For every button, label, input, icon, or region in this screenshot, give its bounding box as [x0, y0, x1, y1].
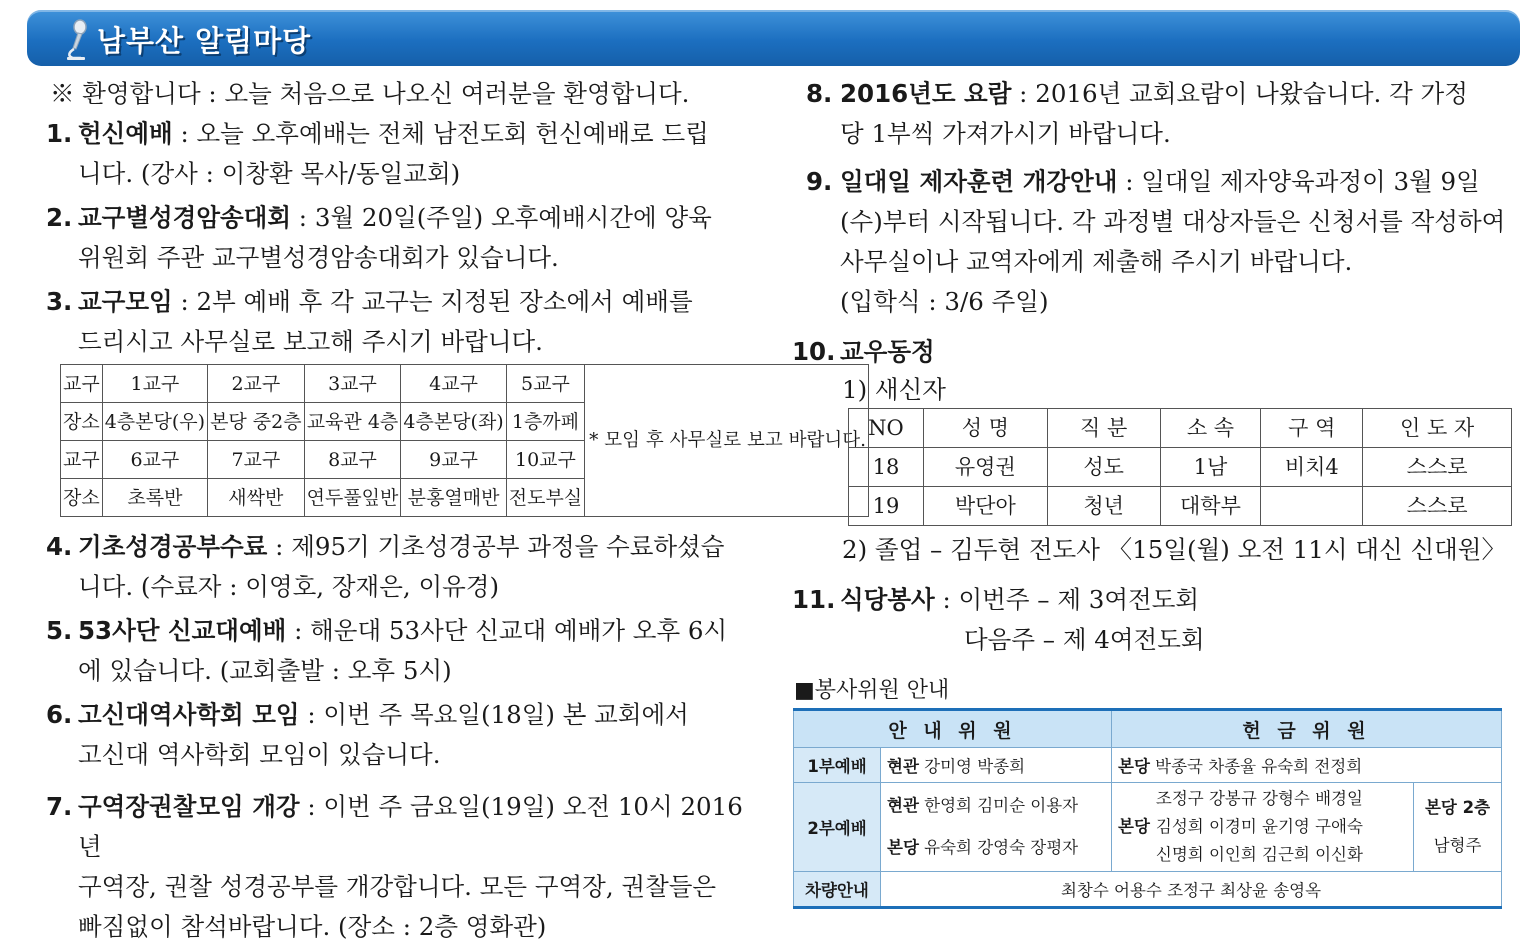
table-cell: 1남 — [1160, 448, 1261, 487]
table-cell: 대학부 — [1160, 487, 1261, 526]
item-text: 다음주 – 제 4여전도회 — [964, 625, 1205, 654]
notice-item-4: 4. 기초성경공부수료 : 제95기 기초성경공부 과정을 수료하셨습 니다. (수료자 : 이영호, 장재은, 이유경) — [46, 527, 766, 607]
column-header: 소 속 — [1160, 409, 1261, 448]
place-label: 현관 — [887, 757, 919, 776]
table-cell — [881, 783, 1112, 872]
table-cell: 비치4 — [1261, 448, 1363, 487]
service-label: 1부예배 — [794, 748, 881, 783]
table-cell: 18 — [849, 448, 924, 487]
table-cell: 19 — [849, 487, 924, 526]
notice-item-6: 6. 고신대역사학회 모임 : 이번 주 목요일(18일) 본 교회에서 고신대 역사학회 모임이 있습니다. — [46, 695, 766, 775]
item-text: 니다. (수료자 : 이영호, 장재은, 이유경) — [78, 572, 500, 601]
notice-item-2: 2. 교구별성경암송대회 : 3월 20일(주일) 오후예배시간에 양육 위원회 주관 교구별성경암송대회가 있습니다. — [46, 198, 766, 278]
service-label: 2부예배 — [794, 783, 881, 872]
table-header-row — [794, 710, 1502, 748]
names: 강미영 박종희 — [924, 757, 1026, 776]
table-cell: 8교구 — [304, 441, 401, 479]
column-header: 성 명 — [923, 409, 1047, 448]
table-cell: 청년 — [1047, 487, 1160, 526]
notice-item-10 — [792, 332, 1512, 372]
welcome-notice: ※ 환영합니다 : 오늘 처음으로 나오신 여러분을 환영합니다. — [50, 79, 690, 108]
table-cell: 장소 — [61, 479, 103, 517]
table-cell — [1261, 487, 1363, 526]
table-cell: 5교구 — [506, 365, 584, 403]
item-text: 2016년 교회요람이 나왔습니다. 각 가정 — [1035, 79, 1468, 108]
notice-item-5: 5. 53사단 신교대예배 : 해운대 53사단 신교대 예배가 오후 6시 에 있습니다. (교회출발 : 오후 5시) — [46, 611, 766, 691]
place-label: 본당 2층 — [1424, 798, 1491, 817]
column-header: 직 분 — [1047, 409, 1160, 448]
item-number: 7. — [46, 792, 73, 821]
item-heading: 2016년도 요람 — [840, 79, 1012, 108]
item-heading: 고신대역사학회 모임 — [78, 700, 300, 729]
item-text: 당 1부씩 가져가시기 바랍니다. — [840, 119, 1171, 148]
item-text: 드리시고 사무실로 보고해 주시기 바랍니다. — [78, 327, 543, 356]
table-cell: 6교구 — [102, 441, 207, 479]
table-cell: 9교구 — [401, 441, 506, 479]
item-text: (수)부터 시작됩니다. 각 과정별 대상자들은 신청서를 작성하여 — [840, 207, 1506, 236]
table-cell: 4층본당(우) — [102, 403, 207, 441]
item-heading: 기초성경공부수료 — [78, 532, 268, 561]
notice-item-11: 11. 식당봉사 : 이번주 – 제 3여전도회 다음주 – 제 4여전도회 — [792, 580, 1512, 660]
item-number: 1. — [46, 119, 73, 148]
table-cell: 1교구 — [102, 365, 207, 403]
table-cell — [881, 748, 1112, 783]
group-table-note: * 모임 후 사무실로 보고 바랍니다. — [585, 365, 869, 517]
table-row — [61, 365, 869, 403]
item-text: 오늘 오후예배는 전체 남전도회 헌신예배로 드립 — [196, 119, 709, 148]
names: 신명희 이인희 김근희 이신화 — [1155, 845, 1363, 864]
item-text: 위원회 주관 교구별성경암송대회가 있습니다. — [78, 243, 559, 272]
item-number: 4. — [46, 532, 73, 561]
table-cell: 분홍열매반 — [401, 479, 506, 517]
column-header: 안 내 위 원 — [794, 710, 1112, 748]
table-row — [794, 783, 1502, 872]
table-header-row — [849, 409, 1512, 448]
service-label: 차량안내 — [794, 872, 881, 908]
right-column — [792, 74, 1512, 660]
table-cell — [1112, 748, 1502, 783]
place-label: 현관 — [887, 796, 919, 815]
page-title: 남부산 알림마당 — [97, 24, 312, 58]
table-cell: 4교구 — [401, 365, 506, 403]
names: 남형주 — [1433, 836, 1482, 855]
item-number: 9. — [806, 167, 833, 196]
table-cell: 최창수 어용수 조정구 최상윤 송영옥 — [881, 872, 1502, 908]
table-cell: 7교구 — [208, 441, 305, 479]
item-text: 일대일 제자양육과정이 3월 9일 — [1141, 167, 1480, 196]
item-number: 5. — [46, 616, 73, 645]
item-heading: 식당봉사 — [840, 585, 935, 614]
names: 조정구 강봉규 강형수 배경일 — [1155, 789, 1363, 808]
table-cell: 교육관 4층 — [304, 403, 401, 441]
new-members-table — [848, 408, 1512, 526]
item-text: 에 있습니다. (교회출발 : 오후 5시) — [78, 656, 452, 685]
place-label: 본당 — [887, 838, 919, 857]
item-number: 10. — [792, 337, 836, 366]
table-cell: 박단아 — [923, 487, 1047, 526]
item-heading: 교우동정 — [840, 337, 935, 366]
item-heading: 일대일 제자훈련 개강안내 — [840, 167, 1118, 196]
table-cell — [1414, 783, 1502, 872]
table-cell: 초록반 — [102, 479, 207, 517]
table-cell: 4층본당(좌) — [401, 403, 506, 441]
item-text: 빠짐없이 참석바랍니다. (장소 : 2층 영화관) — [78, 912, 547, 941]
notice-item-3: 3. 교구모임 : 2부 예배 후 각 교구는 지정된 장소에서 예배를 드리시고 사무실로 보고해 주시기 바랍니다. — [46, 282, 766, 362]
table-cell: 1층까페 — [506, 403, 584, 441]
group-meeting-table — [60, 364, 869, 517]
names: 한영희 김미순 이용자 — [924, 796, 1079, 815]
column-header: 인 도 자 — [1363, 409, 1512, 448]
graduation-notice: 2) 졸업 – 김두현 전도사 〈15일(월) 오전 11시 대신 신대원〉 — [842, 535, 1506, 564]
table-cell: 교구 — [61, 365, 103, 403]
names: 유숙희 강영숙 장평자 — [924, 838, 1079, 857]
place-label: 본당 — [1118, 757, 1150, 776]
item-heading: 교구별성경암송대회 — [78, 203, 292, 232]
item-text: 사무실이나 교역자에게 제출해 주시기 바랍니다. — [840, 247, 1353, 276]
place-label: 본당 — [1118, 817, 1150, 836]
notice-item-8: 8. 2016년도 요람 : 2016년 교회요람이 나왔습니다. 각 가정 당 1부씩 가져가시기 바랍니다. — [806, 74, 1512, 154]
table-cell: 스스로 — [1363, 448, 1512, 487]
table-row — [794, 748, 1502, 783]
new-members-label: 1) 새신자 — [842, 375, 946, 404]
item-heading: 교구모임 — [78, 287, 173, 316]
table-cell: 유영권 — [923, 448, 1047, 487]
item-text: 니다. (강사 : 이창환 목사/동일교회) — [78, 159, 461, 188]
item-text: 3월 20일(주일) 오후예배시간에 양육 — [314, 203, 712, 232]
table-cell: 성도 — [1047, 448, 1160, 487]
table-cell: 연두풀잎반 — [304, 479, 401, 517]
table-cell: 교구 — [61, 441, 103, 479]
item-text: 제95기 기초성경공부 과정을 수료하셨습 — [291, 532, 725, 561]
table-cell: 전도부실 — [506, 479, 584, 517]
item-text: 2부 예배 후 각 교구는 지정된 장소에서 예배를 — [196, 287, 693, 316]
microphone-icon — [61, 18, 93, 62]
item-text: (입학식 : 3/6 주일) — [840, 287, 1049, 316]
item-heading: 53사단 신교대예배 — [78, 616, 287, 645]
item-number: 3. — [46, 287, 73, 316]
item-heading: 구역장권찰모임 개강 — [78, 792, 300, 821]
notice-item-1: 1. 헌신예배 : 오늘 오후예배는 전체 남전도회 헌신예배로 드립 니다. (강사 : 이창환 목사/동일교회) — [46, 114, 766, 194]
table-cell — [1112, 783, 1414, 872]
table-row — [794, 872, 1502, 908]
item-text: 해운대 53사단 신교대 예배가 오후 6시 — [310, 616, 728, 645]
column-header: NO — [849, 409, 924, 448]
item-number: 6. — [46, 700, 73, 729]
table-cell: 2교구 — [208, 365, 305, 403]
notice-item-7: 7. 구역장권찰모임 개강 : 이번 주 금요일(19일) 오전 10시 2016년 구역장, 권찰 성경공부를 개강합니다. 모든 구역장, 권찰들은 빠짐없이 참석바랍니다. (장소 : 2층 영화관) — [46, 787, 766, 947]
table-cell: 10교구 — [506, 441, 584, 479]
item-number: 2. — [46, 203, 73, 232]
names: 김성희 이경미 윤기영 구애숙 — [1155, 817, 1363, 836]
item-text: 이번 주 목요일(18일) 본 교회에서 — [323, 700, 689, 729]
item-text: 고신대 역사학회 모임이 있습니다. — [78, 740, 441, 769]
item-number: 11. — [792, 585, 836, 614]
item-text: 이번 주 금요일(19일) 오전 10시 2016년 — [78, 792, 743, 861]
table-cell: 장소 — [61, 403, 103, 441]
volunteer-section-title: ■봉사위원 안내 — [794, 678, 950, 703]
table-cell: 새싹반 — [208, 479, 305, 517]
column-header: 구 역 — [1261, 409, 1363, 448]
item-text: 구역장, 권찰 성경공부를 개강합니다. 모든 구역장, 권찰들은 — [78, 872, 717, 901]
table-cell: 스스로 — [1363, 487, 1512, 526]
volunteer-table — [793, 708, 1502, 909]
names: 박종국 차종율 유숙희 전정희 — [1155, 757, 1363, 776]
notice-item-9: 9. 일대일 제자훈련 개강안내 : 일대일 제자양육과정이 3월 9일 (수)부터 시작됩니다. 각 과정별 대상자들은 신청서를 작성하여 사무실이나 교역자에게 제출해 주시기 바랍니다. (입학식 : 3/6 주일) — [806, 162, 1512, 322]
item-text: 이번주 – 제 3여전도회 — [958, 585, 1200, 614]
table-cell: 3교구 — [304, 365, 401, 403]
item-heading: 헌신예배 — [78, 119, 173, 148]
table-row — [849, 487, 1512, 526]
column-header: 헌 금 위 원 — [1112, 710, 1502, 748]
header-banner — [27, 10, 1520, 66]
table-cell: 본당 중2층 — [208, 403, 305, 441]
table-row — [849, 448, 1512, 487]
item-number: 8. — [806, 79, 833, 108]
